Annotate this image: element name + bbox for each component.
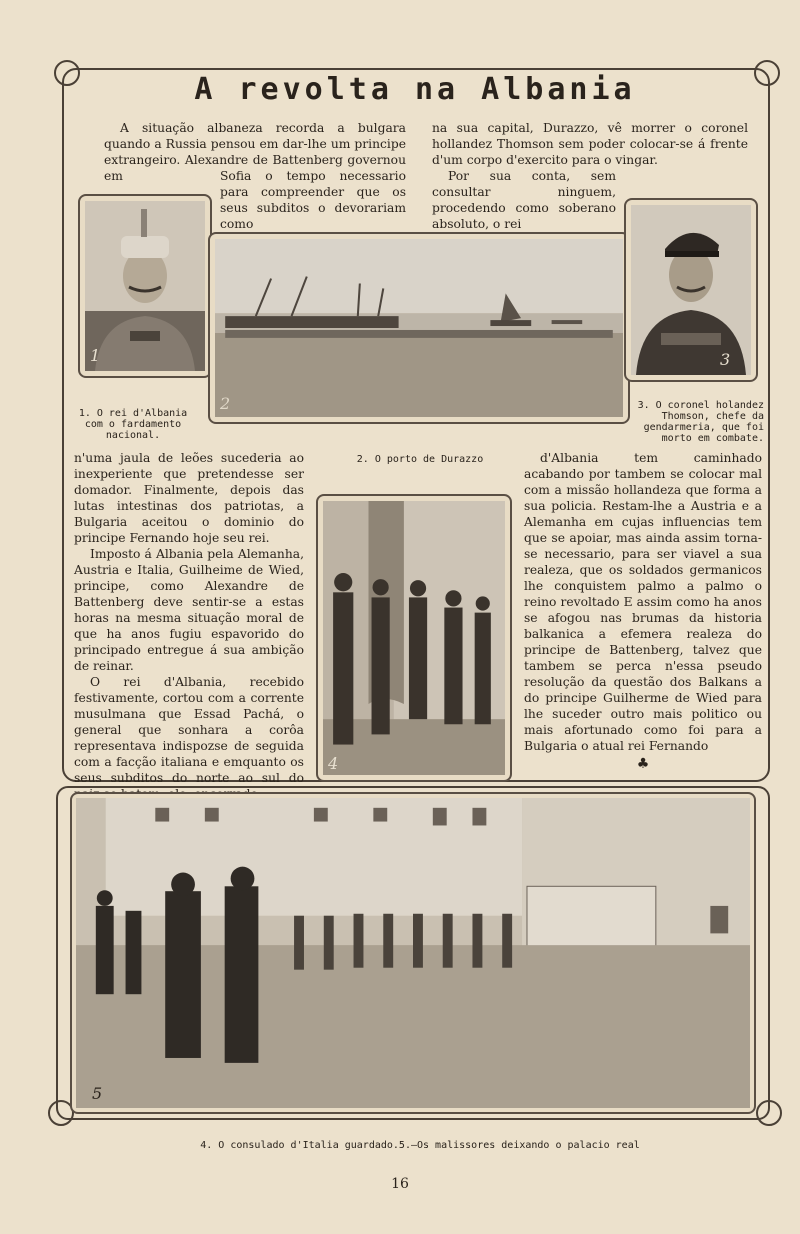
intro-column-2b: [432, 168, 616, 232]
photo-consulate: [316, 494, 512, 782]
photo-number: 3: [720, 350, 731, 369]
body-paragraph: d'Albania tem caminhado acabando por tambem se colocar mal com a missão hollandeza que forma a sua policia. Restam-lhe a Austria e a Alemanha em cujas influencias tem que se apoiar, mas ainda assim torna-se necessario, para ser viavel a sua realeza, que os soldados germanicos lhe conquistem palmo a palmo o reino revoltado E assim como ha anos se afogou nas brumas da historia balkanica a efemera realeza do principe de Battenberg, talvez que tambem se perca n'essa pseudo resolução da questão dos Balkans a do principe Guilherme de Wied para lhe suceder outro mais politico ou mais afortunado como foi para a Bulgaria o atual rei Fernando: [524, 451, 762, 753]
intro-paragraph: na sua capital, Durazzo, vê morrer o coronel hollandez Thomson sem poder colocar-se á frente d'um corpo d'exercito para o vingar.: [432, 121, 748, 167]
intro-paragraph: A situação albaneza recorda a bulgara quando a Russia pensou em dar-lhe um principe extrangeiro. Alexandre de Battenberg governou em: [104, 121, 406, 183]
intro-column-1b: [220, 168, 406, 232]
intro-paragraph: Por sua conta, sem consultar ninguem, procedendo como soberano absoluto, o rei: [432, 169, 616, 231]
intro-paragraph: Sofia o tempo necessario para compreender que os seus subditos o devorariam como: [220, 169, 406, 231]
photo-king: [78, 194, 212, 378]
page-number: 16: [391, 1176, 409, 1192]
body-column-3: [524, 450, 762, 772]
caption-street: 4. O consulado d'Italia guardado.5.—Os malissores deixando o palacio real: [200, 1140, 640, 1151]
photo-number: 4: [328, 754, 339, 773]
intro-column-2: [432, 120, 748, 168]
body-paragraph: n'uma jaula de leões sucederia ao inexperiente que pretendesse ser domador. Finalmente, depois das lutas intestinas dos patriotas, a Bulgaria aceitou o dominio do principe Fernando hoje seu rei.: [74, 451, 304, 545]
photo-number: 2: [220, 394, 231, 413]
body-column-1: [74, 450, 304, 802]
end-mark: ♣: [636, 756, 650, 772]
caption-king: 1. O rei d'Albania com o fardamento nacional.: [78, 408, 188, 441]
caption-colonel: 3. O coronel holandez Thomson, chefe da gendarmeria, que foi morto em combate.: [637, 400, 764, 444]
body-paragraph: Imposto á Albania pela Alemanha, Austria e Italia, Guilheime de Wied, principe, como Alexandre de Battenberg deve sentir-se a estas horas na mesma situação moral de que ha anos fugiu espavorido do principado entregue á sua ambição de reinar.: [74, 547, 304, 673]
corner-ornament-icon: [756, 1100, 782, 1126]
photo-colonel: [624, 198, 758, 382]
photo-street: [70, 792, 756, 1114]
photo-number: 5: [92, 1084, 103, 1103]
corner-ornament-icon: [54, 60, 80, 86]
body-paragraph: O rei d'Albania, recebido festivamente, cortou com a corrente musulmana que Essad Pachá, o general que sonhara a corôa representava indispozse de seguida com a facção italiana e emquanto os seus subditos do norte ao sul do: [74, 675, 304, 785]
caption-harbor: 2. O porto de Durazzo: [356, 454, 484, 465]
corner-ornament-icon: [754, 60, 780, 86]
article-title: A revolta na Albania: [194, 72, 636, 107]
photo-number: 1: [90, 346, 101, 365]
photo-harbor: [208, 232, 630, 424]
